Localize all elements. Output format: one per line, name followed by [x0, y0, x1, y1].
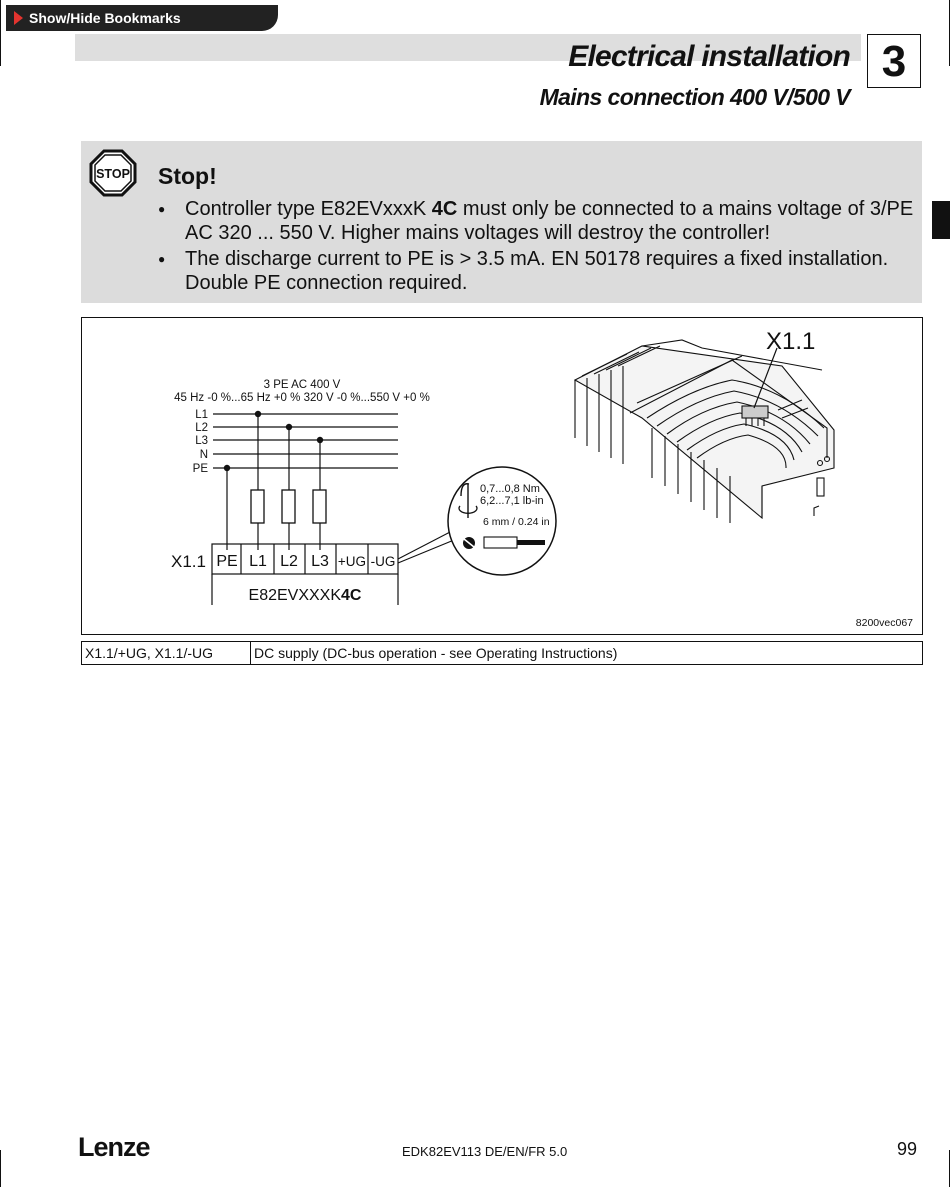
- page-edge-left-bottom: [0, 1150, 1, 1187]
- device-terminal-label: X1.1: [766, 328, 816, 355]
- line-label-pe: PE: [192, 463, 208, 475]
- page-number: 99: [897, 1139, 918, 1159]
- wire-insulation: [484, 537, 517, 548]
- terminal-block-label: X1.1: [171, 552, 206, 571]
- terminal-l3: L3: [311, 553, 329, 570]
- supply-range-label: 45 Hz -0 %...65 Hz +0 % 320 V -0 %...550 V +0 %: [174, 392, 430, 404]
- page-edge-left: [0, 0, 1, 66]
- table-cell-terminal: X1.1/+UG, X1.1/-UG: [82, 642, 251, 665]
- wire-stripped: [517, 540, 545, 545]
- strip-length-label: 6 mm / 0.24 in: [483, 516, 550, 528]
- stop-item-1: ● Controller type E82EVxxxK 4C must only be connected to a mains voltage of 3/PE AC 320 ... 550 V. Higher mains voltages will destroy the controller!: [156, 197, 916, 245]
- chapter-side-tab: [932, 201, 950, 239]
- stop-warning-box: [81, 141, 922, 303]
- stop-heading: Stop!: [158, 163, 217, 189]
- show-hide-bookmarks-label: Show/Hide Bookmarks: [29, 10, 181, 26]
- lenze-logo: Lenze: [78, 1132, 150, 1162]
- page-title: Electrical installation: [568, 40, 850, 73]
- torque-lbin-label: 6,2...7,1 lb-in: [480, 495, 544, 507]
- show-hide-bookmarks-button[interactable]: [6, 5, 278, 31]
- fuses: [251, 490, 326, 523]
- terminal-minus-ug: -UG: [370, 554, 396, 569]
- terminal-l2: L2: [280, 553, 298, 570]
- torque-nm-label: 0,7...0,8 Nm: [480, 483, 540, 495]
- terminal-plus-ug: +UG: [337, 554, 367, 569]
- terminal-table: [81, 641, 923, 665]
- torque-detail: [398, 467, 556, 575]
- document-id: EDK82EV113 DE/EN/FR 5.0: [402, 1144, 568, 1159]
- line-label-l1: L1: [195, 409, 208, 421]
- wiring-diagram: [81, 317, 923, 635]
- bus-lines: [213, 414, 398, 550]
- stop-list: [156, 197, 916, 297]
- device-type-label: E82EVXXXK4C: [248, 587, 362, 604]
- figure-id: 8200vec067: [855, 617, 913, 629]
- supply-voltage-label: 3 PE AC 400 V: [263, 379, 341, 391]
- line-label-l3: L3: [195, 435, 208, 447]
- stop-sign-icon: [89, 149, 137, 197]
- terminal-pe: PE: [216, 553, 238, 570]
- triangle-right-icon: [14, 11, 23, 25]
- stop-sign-text: STOP: [96, 167, 130, 181]
- table-cell-description: DC supply (DC-bus operation - see Operating Instructions): [251, 642, 923, 665]
- line-label-n: N: [199, 449, 208, 461]
- page-subtitle: Mains connection 400 V/500 V: [539, 84, 850, 110]
- stop-item-2: ● The discharge current to PE is > 3.5 mA. EN 50178 requires a fixed installation. Double PE connection required.: [156, 247, 916, 295]
- line-label-l2: L2: [195, 422, 208, 434]
- table-row: [82, 642, 923, 665]
- controller-drawing: [575, 340, 834, 523]
- terminal-l1: L1: [249, 553, 267, 570]
- chapter-number: 3: [867, 34, 921, 88]
- junction-dots: [224, 411, 323, 471]
